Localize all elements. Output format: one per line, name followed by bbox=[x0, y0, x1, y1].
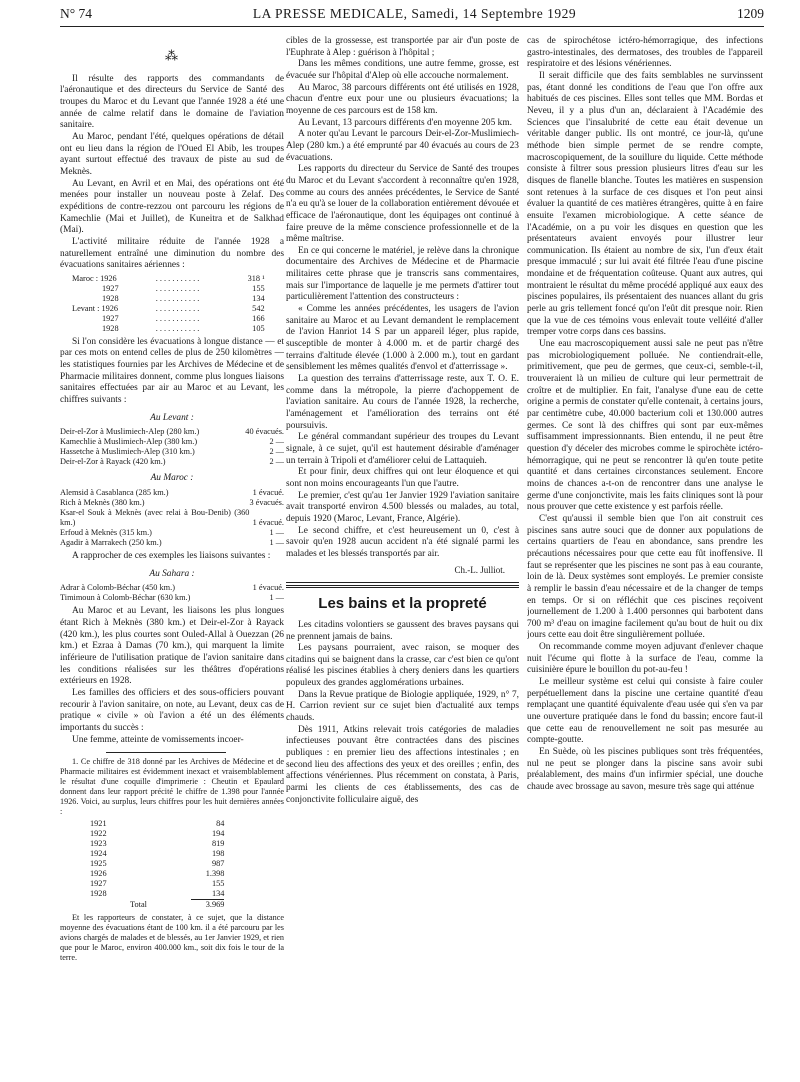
table-row bbox=[60, 528, 284, 538]
article-headline: Les bains et la propreté bbox=[318, 595, 487, 613]
paragraph: Le général commandant supérieur des troupes du Levant signale, à ce sujet, qu'il est hautement désirable d'aménager un terrain à Tripoli et d'améliorer celui de Lattaquieh. bbox=[286, 432, 519, 466]
table-cell: 166 bbox=[252, 313, 265, 323]
table-cell: 1926 bbox=[90, 869, 107, 879]
table-cell: 819 bbox=[211, 839, 225, 849]
paragraph: Une eau macroscopiquement aussi sale ne peut pas n'être pas microbiologiquement polluée. Ne contiendrait-elle, primitivement, que peu de germes, que ceux-ci, semble-t-il, trouveraient là un milieu de culture qui leur permettrait de croître et de multiplier. En fait, l'analyse d'une eau de cette origine a permis de constater qu'elle contenait, à certains jours, par centimètre cube, 40.000 bacterium coli et 130.000 autres germes. Ce sont là des chiffres qui sont par eux-mêmes suffisamment impressionnants. Bien entendu, il ne peut être question d'y déceler des microbes comme le spirochète ictéro-hémorragique, qui ne peut se rencontrer là qu'en toute petite quantité et dans certaines circonstances seulement. Encore moins de chances a-t-on de rencontrer dans une analyse le germe d'une conjonctivite, mais les faits cliniques sont là pour nous prouver que cette existence y est parfois réelle. bbox=[527, 339, 763, 513]
table-cell: 1928 bbox=[90, 889, 107, 899]
table-cell: 194 bbox=[211, 829, 225, 839]
paragraph: Au Levant, en Avril et en Mai, des opérations ont été menées pour installer un nouveau poste à Zelaf. Des expéditions de contre-rezzou ont parcouru les régions de Kamechlie (Mai et Juillet), de Kuneitra et de Salkhad (Mai). bbox=[60, 178, 284, 236]
paragraph: L'activité militaire réduite de l'année 1928 a naturellement entraîné une diminution du nombre des évacuations sanitaires aériennes : bbox=[60, 236, 284, 271]
paragraph: Au Maroc et au Levant, les liaisons les plus longues étant Rich à Meknès (380 km.) et Deir-el-Zor à Rayack (420 km.), les plus courtes sont Ouled-Allal à Ouezzan (26 km.) et Ezraa à Damas (70 km.), qui marquent la limite inférieure de l'utilisation pratique de l'avion sanitaire dans les conditions réalisées sur les théâtres d'opérations extérieurs en 1928. bbox=[60, 606, 284, 687]
paragraph: Le meilleur système est celui qui consiste à faire couler perpétuellement dans la piscine une certaine quantité d'eau remplaçant une quantité équivalente d'eau usée qui s'en va par une ouverture pratiquée dans le fond du bassin; encore faut-il que cette eau de renouvellement ne soit pas mesurée au compte-goutte. bbox=[527, 677, 763, 746]
table-cell: Deir-el-Zor à Muslimiech-Alep (280 km.) bbox=[60, 427, 200, 437]
paragraph: Le premier, c'est qu'au 1er Janvier 1929 l'aviation sanitaire avait transporté environ 4.500 blessés ou malades, au total, depuis 1920 (Maroc, Levant, France, Algérie). bbox=[286, 490, 519, 524]
table-row bbox=[90, 879, 224, 889]
table-cell: 1928 bbox=[102, 323, 119, 333]
paragraph: Une femme, atteinte de vomissements incoer- bbox=[72, 734, 244, 745]
table-cell: 2 — bbox=[269, 437, 284, 447]
paragraph: En ce qui concerne le matériel, je relève dans la chronique documentaire des Archives de Médecine et de Pharmacie militaires cette phrase que je transcris sans commentaires, mais sur l'importance de laquelle je me permets d'attirer tout particulièrement l'attention des constructeurs : bbox=[286, 245, 519, 303]
table-cell: 1924 bbox=[90, 849, 107, 859]
section-divider bbox=[286, 585, 519, 588]
table-cell: 3 évacués. bbox=[249, 498, 284, 508]
table-row bbox=[72, 284, 265, 294]
table-cell: 1927 bbox=[102, 283, 119, 293]
table-row bbox=[90, 889, 224, 900]
paragraph: Les citadins volontiers se gaussent des braves paysans qui ne prennent jamais de bains. bbox=[286, 619, 519, 642]
table-cell: Timimoun à Colomb-Béchar (630 km.) bbox=[60, 593, 191, 603]
maroc-liaisons-table bbox=[60, 488, 284, 548]
paragraph: C'est qu'aussi il semble bien que l'on ait construit ces piscines sans autre souci que de donner aux populations de certains quartiers de l'eau en abondance, sans prendre les précautions nécessaires pour que cette eau fût inoffensive. Il faut se représenter que les piscines ne sont pas à eau courante, loin de là. Deux systèmes sont employés. Le premier consiste à remplir le bassin d'eau nécessaire et de la changer de temps en temps. Or si on réfléchit que ces piscines reçoivent journellement de 1.200 à 1.400 personnes qui barbotent dans 700 m³ d'eau on imagine facilement qu'au bout de huit ou dix jours cette eau doit être singulièrement polluée. bbox=[527, 513, 763, 641]
table-row bbox=[90, 839, 224, 849]
table-cell: 155 bbox=[252, 283, 265, 293]
table-row bbox=[72, 274, 265, 284]
publication-title: LA PRESSE MEDICALE, Samedi, 14 Septembre 1929 bbox=[252, 6, 577, 21]
paragraph: Si l'on considère les évacuations à longue distance — et par ces mots on entend celles de plus de 250 kilomètres — les statistiques fournies par les Archives de Médecine et de Pharmacie militaires donnent, comme plus longues liaisons sanitaires effectuées par air au Maroc et au Levant, les chiffres suivants : bbox=[60, 336, 284, 406]
table-cell: 1 évacué. bbox=[252, 518, 284, 528]
paragraph: Il serait difficile que des faits semblables ne survinssent pas, étant donné les conditions de l'eau que l'on offre aux habitués de ces piscines. Elles sont telles que MM. Bordas et Neveu, il y a plus d'un an, déclaraient à l'Académie des Sciences que l'insalubrité de cette eau était devenue un véritable danger public. Ils ont montré, ce jour-là, qu'une méthode bien simple permet de se rendre compte, macroscopiquement, de la souillure du liquide. Cette méthode consiste à filtrer sous pression plusieurs litres d'eau sur les disques de flanelle blanche. Toutes les matières en suspension sont retenues à la surface de ces disques et l'on peut ainsi évaluer la quantité de ces matières étrangères, quitte à en faire ensuite l'examen microbiologique. A cette séance de l'Académie, on a pu voir les disques en question que les présentateurs avaient envoyés pour illustrer leur communication. Ils étaient au nombre de six, l'un d'eux était presque immaculé ; sur lui avait été filtrée l'eau d'une piscine mondaine et de fréquentation coûteuse. Quant aux autres, qui montraient le résultat du même procédé appliqué aux eaux des piscines populaires, ils présentaient des nuances allant du gris perle au gris tellement foncé qu'on l'eût dit presque noir. Rien que la vue de ces témoins vous enlevait toute velléité d'aller tremper votre corps dans ces bassins. bbox=[527, 70, 763, 338]
paragraph: Dans les mêmes conditions, une autre femme, grosse, est évacuée sur l'hôpital d'Alep où elle accouche normalement. bbox=[286, 59, 519, 81]
table-cell: 1925 bbox=[90, 859, 107, 869]
leader-dots: . . . . . . . . . . . bbox=[155, 323, 200, 333]
header-rule bbox=[60, 26, 764, 27]
table-cell: Ksar-el Souk à Meknès (avec relai à Bou-Denib) (360 km.) bbox=[60, 508, 250, 528]
leader-dots: . . . . . . . . . . . bbox=[155, 303, 200, 313]
table-cell: 2 — bbox=[269, 457, 284, 467]
table-row bbox=[90, 859, 224, 869]
table-row bbox=[72, 314, 265, 324]
table-cell: Levant : 1926 bbox=[72, 303, 119, 313]
table-row bbox=[60, 488, 284, 498]
table-cell: 134 bbox=[191, 889, 224, 900]
leader-dots: . . . . . . . . . . . bbox=[155, 273, 200, 283]
paragraph: Il résulte des rapports des commandants de l'aéronautique et des directeurs du Service de Santé des troupes du Maroc et du Levant que l'année 1928 a été une année de calme relatif dans le domaine de l'aviation sanitaire. bbox=[60, 73, 284, 131]
table-cell: 1922 bbox=[90, 829, 107, 839]
table-cell: 134 bbox=[252, 293, 265, 303]
table-cell: 1 évacué. bbox=[252, 583, 284, 593]
subheading-maroc: Au Maroc : bbox=[150, 473, 194, 484]
leader-dots: . . . . . . . . . . . bbox=[155, 283, 200, 293]
page-number: 1209 bbox=[737, 6, 764, 21]
table-cell: 1 — bbox=[269, 528, 284, 538]
table-row bbox=[60, 427, 284, 437]
table-cell: Hassetche à Muslimiech-Alep (310 km.) bbox=[60, 447, 195, 457]
table-row bbox=[72, 294, 265, 304]
table-row bbox=[60, 447, 284, 457]
table-row bbox=[90, 819, 224, 829]
table-row bbox=[90, 869, 224, 879]
evacuations-table bbox=[72, 274, 265, 334]
footnote: 1. Ce chiffre de 318 donné par les Archives de Médecine et de Pharmacie militaires est évidemment inexact et vraisemblablement le résultat d'une coquille d'imprimerie : Cheutin et Epaulard donnent dans leur rapport précité le chiffre de 1.398 pour l'année 1926. Voici, au surplus, leurs chiffres pour les huit dernières années : bbox=[60, 757, 284, 817]
table-cell: Agadir à Marrakech (250 km.) bbox=[60, 538, 162, 548]
paragraph: A rapprocher de ces exemples les liaisons suivantes : bbox=[72, 551, 271, 562]
paragraph: Au Maroc, 38 parcours différents ont été utilisés en 1928, chacun d'entre eux pour une ou plusieurs évacuations; la moyenne de ces parcours est de 158 km. bbox=[286, 82, 519, 116]
table-cell: Alemsid à Casablanca (285 km.) bbox=[60, 488, 169, 498]
table-row bbox=[72, 324, 265, 334]
paragraph: Dans la Revue pratique de Biologie appliquée, 1929, n° 7, H. Carrion revient sur ce sujet bien d'actualité aux temps chauds. bbox=[286, 689, 519, 724]
table-row bbox=[72, 304, 265, 314]
subheading-levant: Au Levant : bbox=[150, 412, 194, 423]
table-cell: 105 bbox=[252, 323, 265, 333]
table-cell: 2 — bbox=[269, 447, 284, 457]
paragraph: Et pour finir, deux chiffres qui ont leur éloquence et qui sont non moins encourageants l'un que l'autre. bbox=[286, 467, 519, 489]
paragraph: On recommande comme moyen adjuvant d'enlever chaque nuit l'écume qui flotte à la surface de l'eau, comme la cuisinière épure le bouillon du pot-au-feu ! bbox=[527, 642, 763, 676]
table-cell: Deir-el-Zor à Rayack (420 km.) bbox=[60, 457, 166, 467]
sahara-liaisons-table bbox=[60, 583, 284, 603]
subheading-sahara: Au Sahara : bbox=[149, 568, 195, 579]
issue-number: N° 74 bbox=[60, 6, 93, 21]
table-cell: 40 évacués. bbox=[245, 427, 284, 437]
table-cell: 1 — bbox=[269, 538, 284, 548]
table-row bbox=[60, 498, 284, 508]
table-cell: 987 bbox=[211, 859, 225, 869]
table-row bbox=[90, 829, 224, 839]
table-row bbox=[60, 508, 284, 528]
section-divider bbox=[286, 582, 519, 583]
table-cell: 318 ¹ bbox=[247, 273, 265, 283]
column-1 bbox=[60, 36, 284, 1076]
footnote-rule bbox=[106, 752, 226, 753]
column-3 bbox=[527, 36, 763, 1076]
author-signature: Ch.-L. Julliot. bbox=[454, 564, 505, 575]
table-cell: 155 bbox=[211, 879, 225, 889]
table-cell: 1928 bbox=[102, 293, 119, 303]
footnote: Et les rapporteurs de constater, à ce sujet, que la distance moyenne des évacuations étant de 100 km. il a été parcouru par les avions chargés de malades et de blessés, au 1er Janvier 1929, et rien que pour le Maroc, environ 400.000 km., soit dix fois le tour de la terre. bbox=[60, 913, 284, 963]
paragraph: « Comme les années précédentes, les usagers de l'avion sanitaire au Maroc et au Levant demandent le remplacement de l'avion Hanriot 14 S par un appareil léger, plus rapide, susceptible de monter à 4.000 m. et de partir chargé des terrains d'altitude élevée (1.000 à 2.000 m.), tout en gardant sensiblement les mêmes qualités d'envol et d'atterrissage ». bbox=[286, 304, 519, 373]
paragraph: Dès 1911, Atkins relevait trois catégories de maladies infectieuses pouvant être contractées dans des piscines publiques : en premier lieu des affections intestinales ; en second lieu des affections des yeux et des oreilles ; enfin, des affections vénériennes. Plus récemment on constata, à Paris, parmi les clients de ces établissements, des cas de conjonctivite folliculaire aiguë, des bbox=[286, 724, 519, 805]
table-row bbox=[60, 593, 284, 603]
table-cell: Total bbox=[130, 899, 147, 909]
table-cell: 84 bbox=[216, 819, 225, 829]
table-cell: Kamechlie à Muslimiech-Alep (380 km.) bbox=[60, 437, 198, 447]
levant-liaisons-table bbox=[60, 427, 284, 467]
leader-dots: . . . . . . . . . . . bbox=[155, 293, 200, 303]
table-row bbox=[90, 849, 224, 859]
leader-dots: . . . . . . . . . . . bbox=[155, 313, 200, 323]
asterism: ⁂ bbox=[165, 48, 179, 63]
table-cell: 1921 bbox=[90, 819, 107, 829]
table-cell: 1 évacué. bbox=[252, 488, 284, 498]
table-row bbox=[60, 457, 284, 467]
table-cell: Adrar à Colomb-Béchar (450 km.) bbox=[60, 583, 175, 593]
paragraph: Les familles des officiers et des sous-officiers pouvant recourir à l'avion sanitaire, on note, au Levant, deux cas de pratique « civile » où l'avion a été un des éléments importants du succès : bbox=[60, 687, 284, 733]
paragraph: Les paysans pourraient, avec raison, se moquer des citadins qui se baignent dans la crasse, car c'est bien ce qu'ont réalisé les piscines établies à cherş deniers dans les quartiers populeux des grandes agglomérations urbaines. bbox=[286, 643, 519, 689]
footnote-years-table bbox=[90, 819, 224, 910]
paragraph: Au Levant, 13 parcours différents d'en moyenne 205 km. bbox=[298, 117, 512, 128]
table-cell: 1.398 bbox=[205, 869, 225, 879]
table-cell: Rich à Meknès (380 km.) bbox=[60, 498, 145, 508]
table-cell: 1 — bbox=[269, 593, 284, 603]
table-cell: 3.969 bbox=[205, 900, 225, 910]
paragraph: A noter qu'au Levant le parcours Deir-el-Zor-Muslimiech-Alep (280 km.) a été emprunté par 40 évacués au cours de 23 évacuations. bbox=[286, 129, 519, 163]
table-cell: Maroc : 1926 bbox=[72, 273, 117, 283]
table-cell: 1923 bbox=[90, 839, 107, 849]
table-cell: 198 bbox=[211, 849, 225, 859]
table-cell: 1927 bbox=[102, 313, 119, 323]
column-2 bbox=[286, 36, 519, 1076]
paragraph: Les rapports du directeur du Service de Santé des troupes du Maroc et du Levant s'accordent à reconnaître qu'en 1928, comme au cours des années précédentes, le Service de Santé n'a eu qu'à se louer de la collaboration entièrement dévouée et efficace de l'aéronautique, dont les équipages ont continué à faire preuve de la même conscience professionnelle et de la même maîtrise. bbox=[286, 164, 519, 245]
table-row bbox=[90, 900, 224, 911]
table-row bbox=[60, 538, 284, 548]
paragraph: En Suède, où les piscines publiques sont très fréquentées, nul ne peut se plonger dans la piscine sans avoir subi préalablement, des mains d'un infirmier spécial, une douche chaude avec brossage au savon, mesure très sage qui atténue bbox=[527, 747, 763, 792]
table-cell: 542 bbox=[252, 303, 265, 313]
paragraph: Le second chiffre, et c'est heureusement un 0, c'est à savoir qu'en 1928 aucun accident n'a été signalé parmi les malades et les blessés transportés par air. bbox=[286, 525, 519, 559]
table-row bbox=[60, 583, 284, 593]
paragraph: Au Maroc, pendant l'été, quelques opérations de détail ont eu lieu dans la région de l'Oued El Abib, les troupes ayant surtout effectué des travaux de piste au sud de Meknès. bbox=[60, 131, 284, 177]
table-cell: Erfoud à Meknès (315 km.) bbox=[60, 528, 152, 538]
paragraph: cibles de la grossesse, est transportée par air d'un poste de l'Euphrate à Alep : guérison à l'hôpital ; bbox=[286, 36, 519, 58]
running-header bbox=[60, 6, 764, 24]
table-cell: 1927 bbox=[90, 879, 107, 889]
table-row bbox=[60, 437, 284, 447]
paragraph: cas de spirochétose ictéro-hémorragique, des infections gastro-intestinales, des dermatoses, des troubles de l'appareil respiratoire et des lésions vénériennes. bbox=[527, 36, 763, 70]
paragraph: La question des terrains d'atterrissage reste, aux T. O. E. comme dans la métropole, la pierre d'achoppement de l'aviation sanitaire. Au cours de l'année 1928, la recherche, l'aménagement et l'amélioration des terrains ont été poursuivis. bbox=[286, 374, 519, 431]
